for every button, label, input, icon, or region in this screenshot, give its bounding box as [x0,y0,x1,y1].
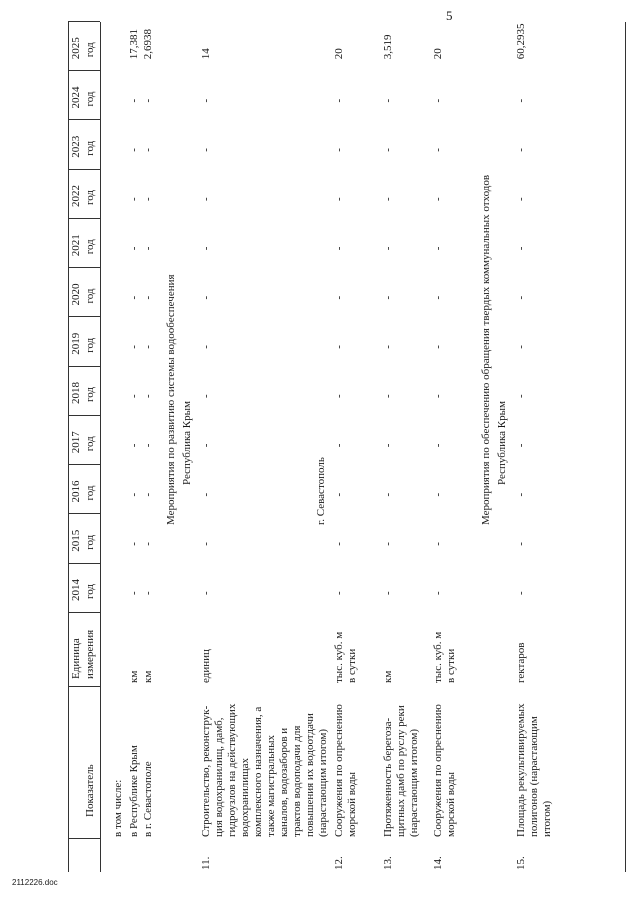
row-value: - [128,148,140,152]
header-year-suffix: год [84,337,96,353]
row-value: - [382,443,394,448]
row-value: - [200,148,212,152]
row-value: - [333,542,345,546]
row-indicator: (нарастающим итогом) [408,728,420,837]
row-indicator: в г. Севастополе [142,761,154,837]
row-value: - [515,591,527,595]
row-value: - [515,542,527,546]
row-unit: гектаров [515,642,527,683]
row-indicator: Сооружения по опреснению [432,704,444,837]
row-value: - [200,295,212,300]
row-indicator: морской воды [445,771,457,837]
row-value: - [333,492,345,497]
header-top-rule [68,22,69,872]
header-divider-year [68,415,100,416]
header-year-suffix: год [84,239,96,255]
header-divider-year [68,120,100,121]
row-value: - [333,345,345,349]
header-year-label: 2018 [70,382,82,404]
row-value: - [432,98,444,103]
header-divider-unit [68,686,100,687]
row-value: - [333,394,345,398]
row-unit: км [128,670,140,683]
header-year-suffix: год [84,583,96,599]
row-value: - [128,394,140,398]
page-number: 5 [446,8,453,23]
row-indicator: Сооружения по опреснению [333,704,345,837]
row-value: - [200,394,212,398]
footer-filename: 2112226.doc [12,878,58,887]
row-value: - [515,492,527,497]
header-year-label: 2025 [70,37,82,60]
row-value: - [515,295,527,300]
header-year-label: 2022 [70,185,82,207]
header-year-label: 2021 [70,234,82,257]
header-year-label: 2024 [70,86,82,109]
row-value: - [333,148,345,152]
row-indicator: водохранилищах [239,757,251,837]
row-value: - [333,197,345,201]
header-year-suffix: год [84,534,96,550]
row-value: - [432,295,444,300]
row-indicator: Площадь рекультивируемых [515,703,527,837]
row-value: - [382,197,394,201]
row-value: - [515,98,527,103]
row-value: 17,381 [128,29,140,60]
row-number: 12. [333,856,345,870]
row-value: - [432,394,444,398]
row-value: 60,2935 [515,23,527,60]
row-unit: км [142,670,154,683]
row-value: - [333,98,345,103]
row-indicator: Строительство, реконструк- [200,705,212,837]
header-year-label: 2015 [70,529,82,552]
header-divider-year [68,218,100,219]
header-divider-year [68,317,100,318]
row-value: - [128,98,140,103]
row-value: - [200,98,212,103]
row-number: 15. [515,856,527,870]
row-value: - [142,542,154,546]
row-value: - [128,197,140,201]
row-value: - [142,492,154,497]
section-heading: Мероприятия по развитию системы водообеспечения [165,274,177,525]
row-value: - [515,246,527,251]
row-value: - [432,542,444,546]
row-value: - [382,98,394,103]
header-divider-year [68,267,100,268]
header-divider-year [68,70,100,71]
row-value: - [142,394,154,398]
row-value: 14 [200,48,212,60]
header-year-suffix: год [84,42,96,58]
row-value: - [382,542,394,546]
header-unit-label: Единица [70,638,82,679]
row-value: - [333,443,345,448]
header-year-label: 2014 [70,579,82,601]
row-indicator: морской воды [346,771,358,837]
row-value: - [128,492,140,497]
row-value: - [515,443,527,448]
header-year-suffix: год [84,386,96,402]
row-value: - [142,98,154,103]
header-indicator-label: Показатель [84,764,96,817]
row-value: 20 [432,48,444,60]
row-value: - [432,148,444,152]
header-year-label: 2017 [70,431,82,454]
header-divider-year [68,169,100,170]
row-value: - [128,345,140,349]
row-value: - [142,148,154,152]
row-unit: в сутки [346,648,358,683]
row-value: - [142,345,154,349]
row-value: - [128,542,140,546]
header-year-suffix: год [84,436,96,452]
row-value: - [432,492,444,497]
header-divider-indicator [68,838,100,839]
row-number: 13. [382,856,394,870]
header-year-label: 2019 [70,332,82,355]
header-year-label: 2020 [70,283,82,306]
header-year-suffix: год [84,91,96,107]
header-year-label: 2016 [70,480,82,503]
section-heading: Республика Крым [181,401,193,485]
row-value: - [142,197,154,201]
header-year-suffix: год [84,140,96,156]
row-indicator: итогом) [541,800,553,837]
row-value: - [432,197,444,201]
row-value: - [200,197,212,201]
row-value: - [142,295,154,300]
row-value: - [432,591,444,595]
row-value: - [142,591,154,595]
row-value: - [200,246,212,251]
header-divider-year [68,464,100,465]
row-value: - [200,492,212,497]
row-indicator: полигонов (нарастающим [528,716,540,837]
row-indicator: (нарастающим итогом) [317,728,329,837]
row-value: - [200,443,212,448]
header-year-suffix: год [84,485,96,501]
row-value: - [128,246,140,251]
section-heading: Мероприятия по обеспечению обращения твердых коммунальных отходов [480,174,492,525]
row-indicator: Протяженность берегоза- [382,717,394,837]
row-value: - [382,492,394,497]
row-value: 2,6938 [142,29,154,60]
row-value: - [515,148,527,152]
row-value: - [128,443,140,448]
row-unit: тыс. куб. м [432,631,444,683]
header-divider-years [68,612,100,613]
header-divider-year [68,563,100,564]
row-value: - [333,591,345,595]
row-indicator: в Республике Крым [128,745,140,837]
row-unit: единиц [200,649,212,683]
row-value: - [515,394,527,398]
row-value: - [333,295,345,300]
row-value: - [200,591,212,595]
row-indicator: щитных дамб по руслу реки [395,705,407,837]
header-year-suffix: год [84,189,96,205]
row-value: - [382,394,394,398]
row-value: - [142,246,154,251]
row-value: - [200,345,212,349]
row-value: - [382,295,394,300]
row-indicator: каналов, водозаборов и [278,727,290,837]
section-heading: Республика Крым [496,401,508,485]
row-value: - [432,345,444,349]
row-value: - [382,246,394,251]
row-value: - [200,542,212,546]
row-value: - [382,148,394,152]
row-number: 11. [200,856,212,870]
row-value: 20 [333,48,345,60]
row-value: - [128,295,140,300]
row-value: - [432,443,444,448]
section-heading: г. Севастополь [315,457,327,525]
row-value: - [128,591,140,595]
row-value: - [382,591,394,595]
row-value: - [432,246,444,251]
header-divider-right [68,21,100,22]
row-indicator: в том числе: [112,779,124,837]
header-year-label: 2023 [70,135,82,158]
row-value: - [515,197,527,201]
row-indicator: также магистральных [265,734,277,837]
table-bottom-rule [625,22,626,872]
header-bottom-rule [100,22,101,872]
row-value: 3,519 [382,34,394,60]
row-indicator: комплексного назначения, а [252,706,264,837]
header-year-suffix: год [84,288,96,304]
row-indicator: трактов водоподачи для [291,725,303,837]
row-unit: тыс. куб. м [333,631,345,683]
header-divider-year [68,514,100,515]
row-indicator: ция водохранилищ, дамб, [213,717,225,837]
row-value: - [515,345,527,349]
row-unit: км [382,670,394,683]
row-value: - [382,345,394,349]
row-indicator: повышения их водоотдачи [304,713,316,837]
row-value: - [333,246,345,251]
row-value: - [142,443,154,448]
header-divider-year [68,366,100,367]
row-unit: в сутки [445,648,457,683]
row-number: 14. [432,856,444,870]
header-unit-label: измерения [84,629,96,679]
row-indicator: гидроузлов на действующих [226,703,238,837]
